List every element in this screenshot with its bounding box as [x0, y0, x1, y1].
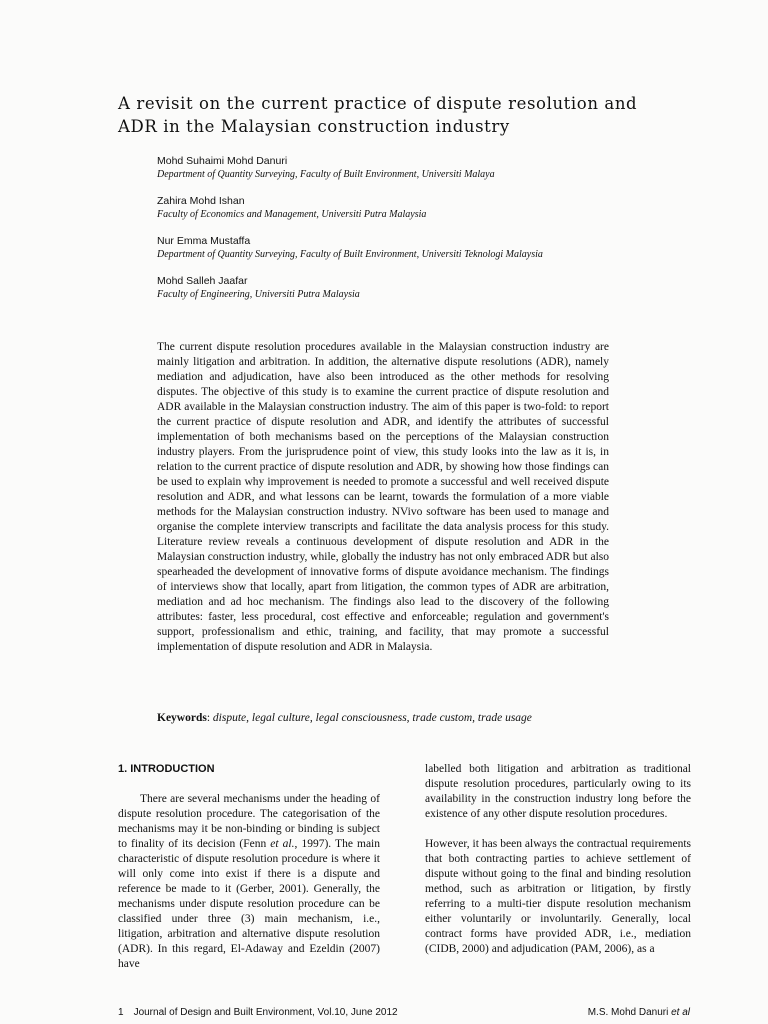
- author-name: Mohd Suhaimi Mohd Danuri: [157, 155, 288, 167]
- body-paragraph: labelled both litigation and arbitration as traditional dispute resolution procedures, particularly owing to its availability in the construction industry long before the existence of any other dispute resolution procedures.: [425, 763, 691, 820]
- body-paragraph: [118, 792, 380, 972]
- running-author-suffix: et al: [671, 1007, 690, 1018]
- keywords-values: dispute, legal culture, legal consciousness, trade custom, trade usage: [212, 712, 532, 724]
- footer-journal-info: [118, 1006, 398, 1019]
- keywords-label: Keywords: [157, 712, 207, 724]
- author-entry: [157, 274, 637, 301]
- section-heading-introduction: 1. INTRODUCTION: [118, 763, 215, 775]
- keywords: [157, 711, 617, 726]
- author-affiliation: Department of Quantity Surveying, Faculty of Built Environment, Universiti Teknologi Malaysia: [157, 249, 543, 260]
- page-number: 1: [118, 1007, 124, 1018]
- author-entry: [157, 194, 637, 221]
- author-list: [157, 154, 637, 314]
- author-name: Zahira Mohd Ishan: [157, 195, 245, 207]
- author-affiliation: Department of Quantity Surveying, Faculty of Built Environment, Universiti Malaya: [157, 169, 495, 180]
- running-author-name: M.S. Mohd Danuri: [587, 1007, 669, 1018]
- author-entry: [157, 234, 637, 261]
- author-affiliation: Faculty of Economics and Management, Universiti Putra Malaysia: [157, 209, 427, 220]
- author-entry: [157, 154, 637, 181]
- paper-title: A revisit on the current practice of dispute resolution and ADR in the Malaysian construction industry: [118, 94, 638, 136]
- author-affiliation: Faculty of Engineering, Universiti Putra Malaysia: [157, 289, 360, 300]
- author-name: Mohd Salleh Jaafar: [157, 275, 248, 287]
- keywords-separator: :: [206, 712, 213, 724]
- journal-citation: Journal of Design and Built Environment, Vol.10, June 2012: [133, 1007, 398, 1018]
- abstract: The current dispute resolution procedures available in the Malaysian construction industry are mainly litigation and arbitration. In addition, the alternative dispute resolutions (ADR), namely mediation and adjudication, have also been introduced as the other methods for resolving disputes. The objective of this study is to examine the current practice of dispute resolution and ADR available in the Malaysian construction industry. The aim of this paper is two-fold: to report the current practice of dispute resolution and ADR, and identify the attributes of successful implementation of both mechanisms based on the perceptions of the Malaysian construction industry players. From the jurisprudence point of view, this study looks into the law as it is, in relation to the current practice of dispute resolution and ADR, by showing how those findings can be used to explain why improvement is needed to promote a successful and well received dispute resolution and ADR, and what lessons can be learnt, towards the formulation of a more viable methods for the Malaysian construction industry. NVivo software has been used to manage and organise the complete interview transcripts and facilitate the data analysis process for this study. Literature review reveals a continuous development of dispute resolution and ADR in the Malaysian construction industry, while, globally the industry has not only embraced ADR but also spearheaded the development of innovative forms of dispute avoidance mechanism. The findings of interviews show that locally, apart from litigation, the common types of ADR are arbitration, mediation and ad hoc mechanism. The findings also lead to the discovery of the following attributes: faster, less procedural, cost effective and enforceable; regulation and government's support, professionalism and ethic, training, and facility, that may promote a successful implementation of dispute resolution and ADR in Malaysia.: [157, 341, 609, 653]
- body-column-right: [425, 762, 691, 957]
- body-paragraph: However, it has been always the contractual requirements that both contracting parties to achieve settlement of dispute without going to the final and binding resolution method, such as arbitration or litigation, by firstly referring to a multi-tier dispute resolution mechanism either voluntarily or involuntarily. Generally, local contract forms have provided ADR, i.e., mediation (CIDB, 2000) and adjudication (PAM, 2006), as a: [425, 838, 691, 955]
- text-run: There are several mechanisms under the heading of dispute resolution procedure. The categorisation of the mechanisms may it be non-binding or binding is subject to finality of its decision (Fenn: [118, 793, 380, 850]
- text-run: , 1997). The main characteristic of dispute resolution procedure is where it will only come into exist if there is a dispute and reference be made to it (Gerber, 2001). Generally, the mechanisms under dispute resolution procedure can be classified under three (3) main mechanism, i.e., litigation, arbitration and alternative dispute resolution (ADR). In this regard, El-Adaway and Ezeldin (2007) have: [118, 838, 381, 970]
- text-run-italic: et al.: [270, 838, 295, 850]
- author-name: Nur Emma Mustaffa: [157, 235, 251, 247]
- footer-running-author: [588, 1006, 690, 1019]
- body-column-left: [118, 792, 380, 972]
